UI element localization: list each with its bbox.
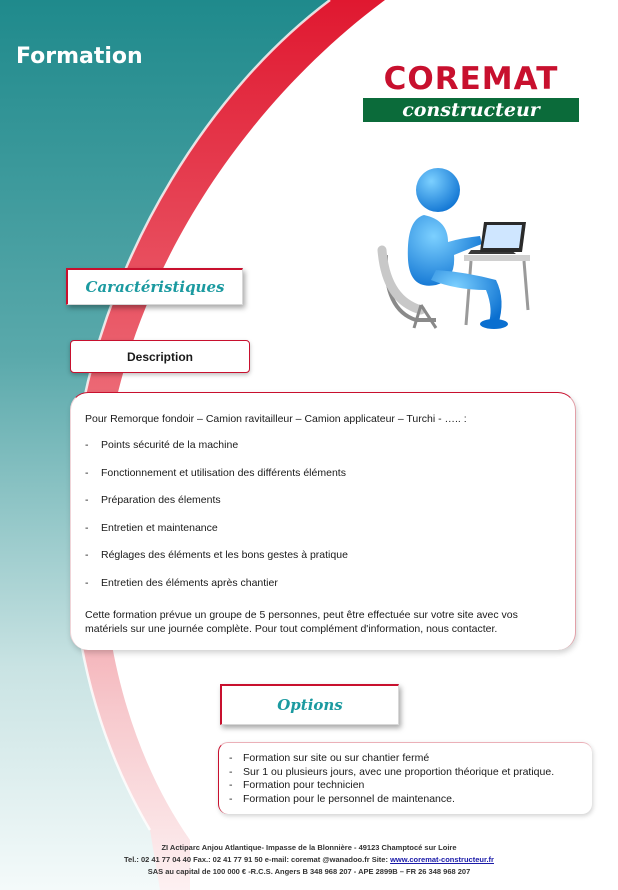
options-list [229,752,582,806]
description-list [85,439,561,604]
options-heading: Options [220,684,399,725]
list-item: - Réglages des éléments et les bons gestes à pratique [85,549,348,561]
coremat-logo [363,62,579,122]
logo-brand: COREMAT [383,61,559,97]
caracteristiques-heading: Caractéristiques [66,268,243,305]
computer-user-illustration [376,160,536,330]
footer-contact: Tel.: 02 41 77 04 40 Fax.: 02 41 77 91 50 e-mail: coremat @wanadoo.fr Site: www.coremat-constructeur.fr [124,855,494,864]
description-panel [70,392,576,650]
list-item: - Préparation des élements [85,494,221,506]
footer-legal: SAS au capital de 100 000 € -R.C.S. Angers B 348 968 207 - APE 2899B – FR 26 348 968 207 [147,867,471,876]
options-panel [218,742,592,814]
list-item: - Entretien et maintenance [85,521,218,534]
list-item: - Formation pour le personnel de maintenance. [229,792,455,805]
website-link[interactable]: www.coremat-constructeur.fr [390,855,494,864]
list-item: - Points sécurité de la machine [85,439,239,451]
page-title: Formation [16,44,143,69]
list-item: - Formation sur site ou sur chantier fermé [229,752,430,764]
description-heading: Description [70,340,250,373]
list-item: - Fonctionnement et utilisation des différents éléments [85,466,346,479]
description-conclusion: Cette formation prévue un groupe de 5 personnes, peut être effectuée sur votre site avec vos matériels sur une journée complète. Pour tout complément d'information, nous contacter. [85,609,518,635]
footer [0,842,618,878]
footer-address: ZI Actiparc Anjou Atlantique- Impasse de la Blonnière - 49123 Champtocé sur Loire [161,843,457,852]
list-item: - Formation pour technicien [229,779,365,791]
list-item: - Entretien des éléments après chantier [85,576,278,589]
description-intro: Pour Remorque fondoir – Camion ravitailleur – Camion applicateur – Turchi - ….. : [85,413,467,425]
logo-subtitle: constructeur [363,98,579,122]
list-item: - Sur 1 ou plusieurs jours, avec une proportion théorique et pratique. [229,765,555,778]
